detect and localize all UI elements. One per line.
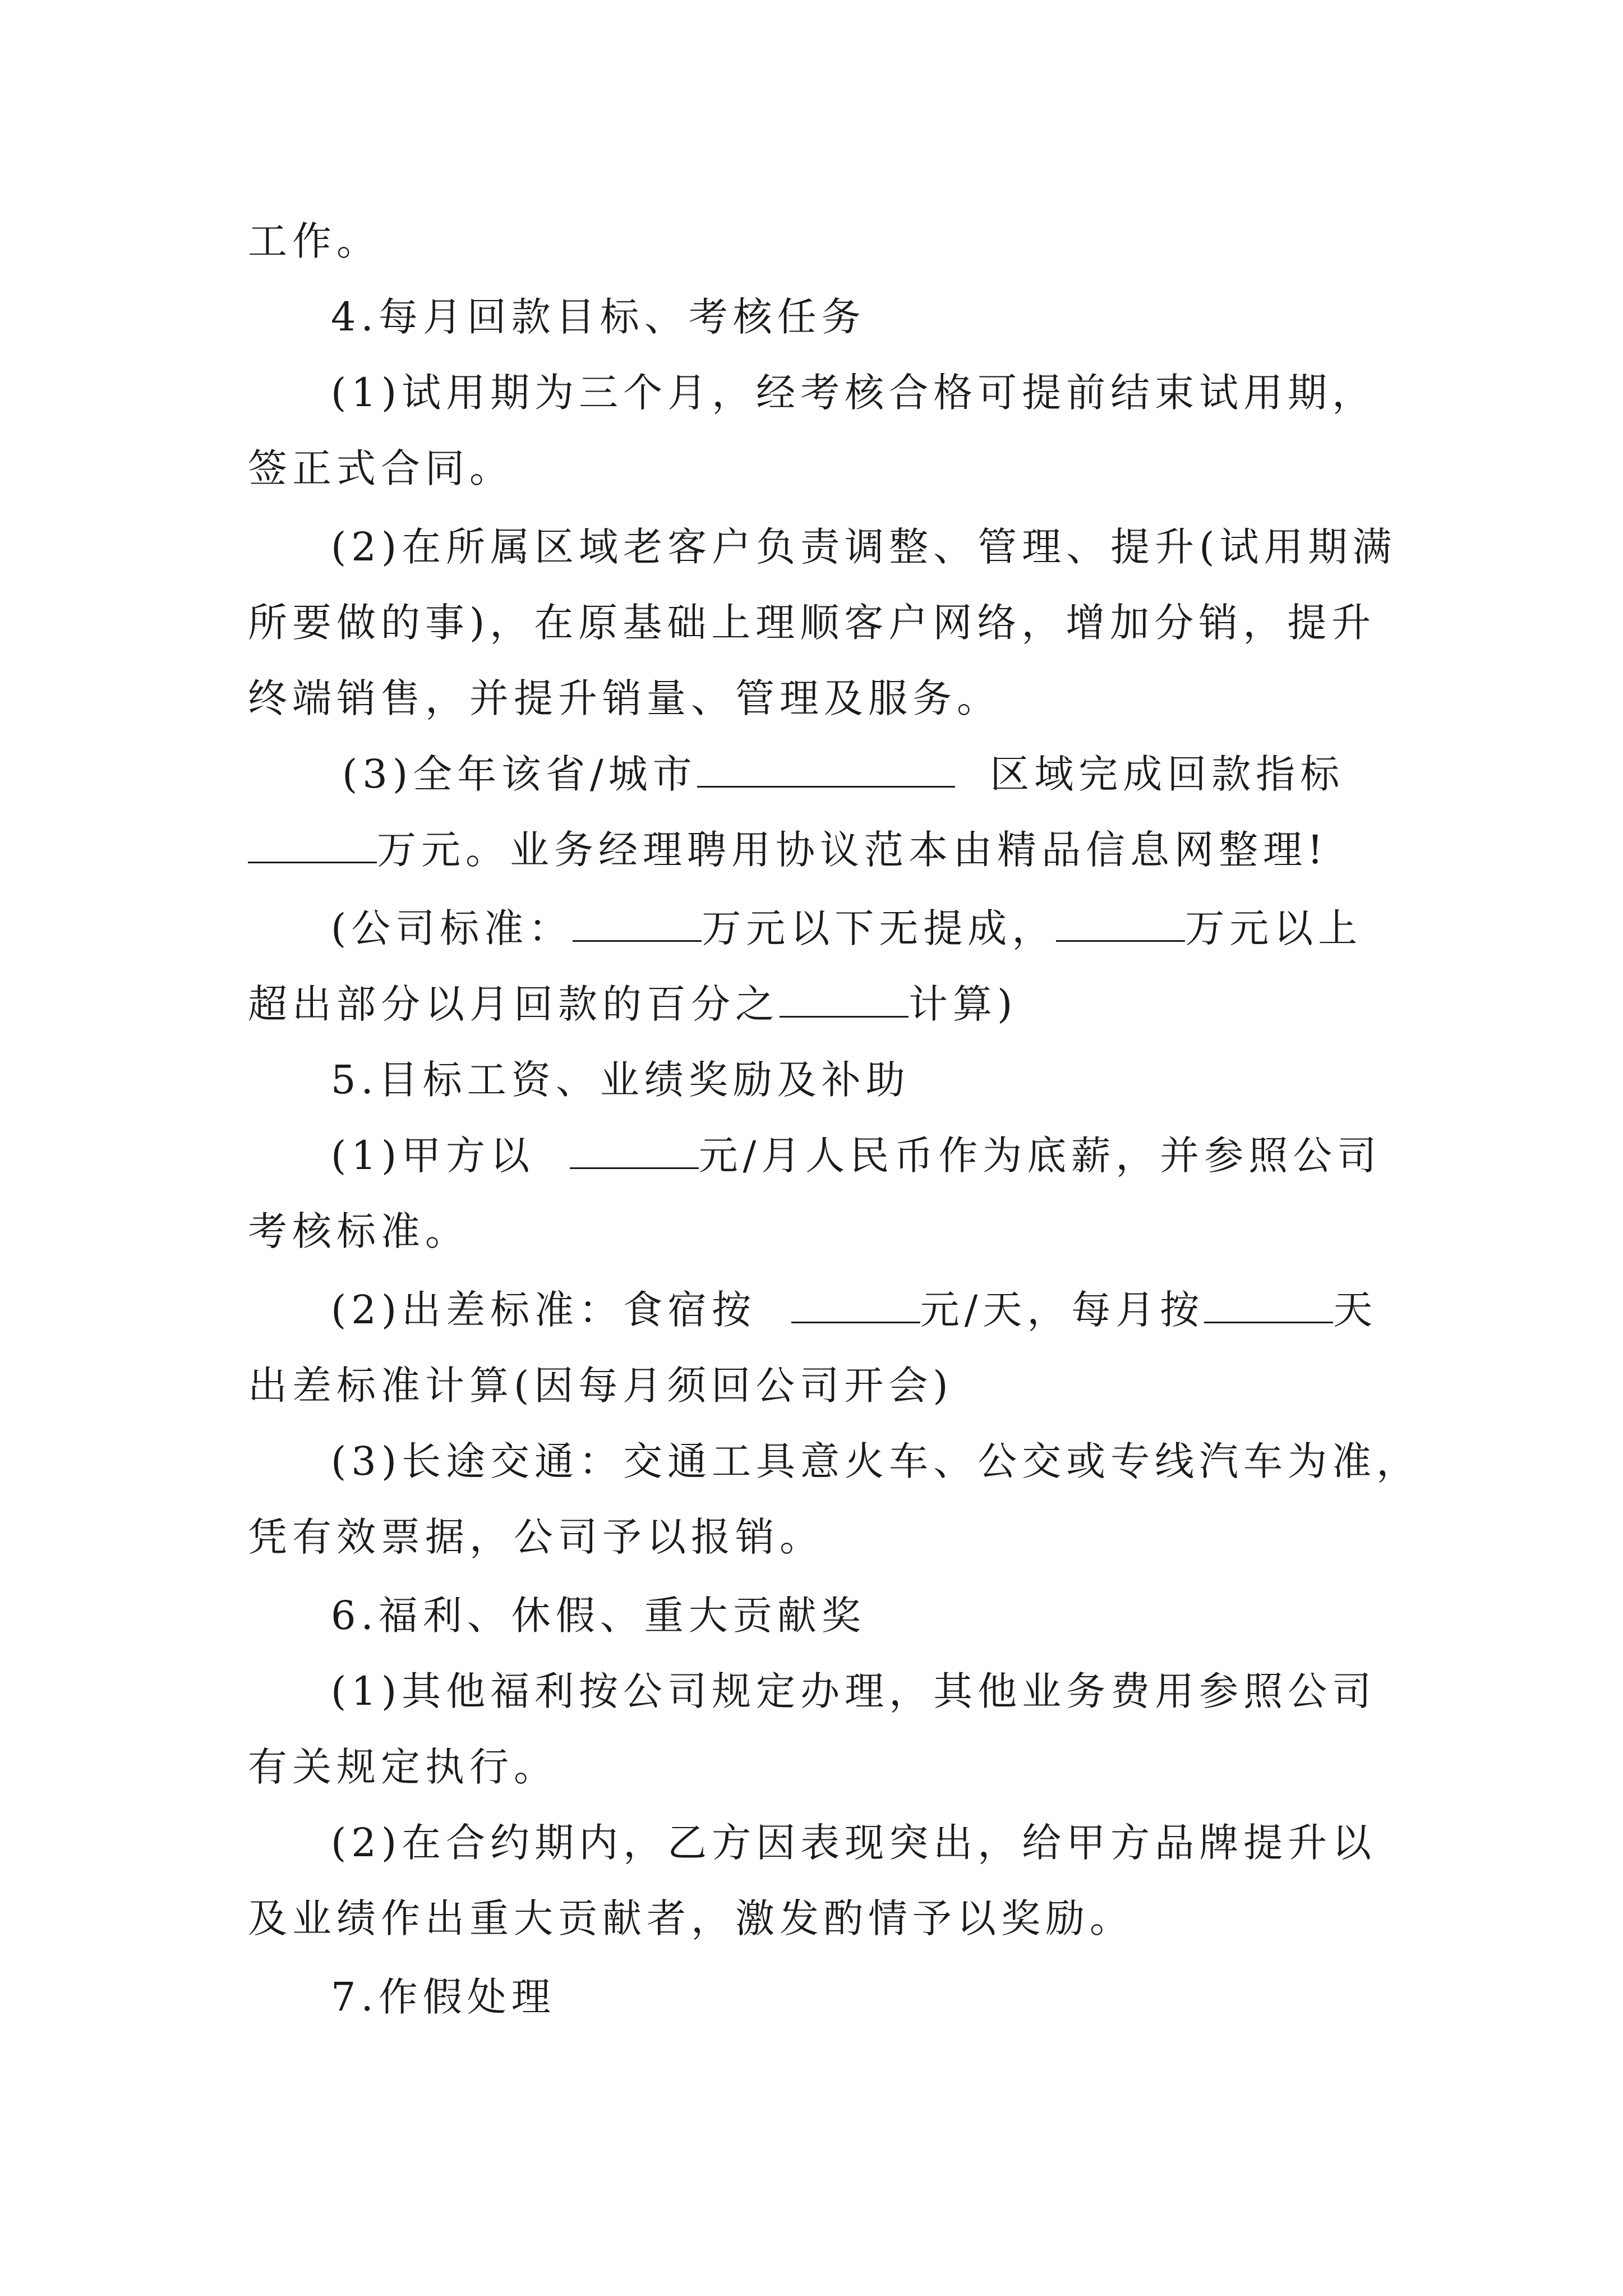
paragraph-line xyxy=(331,898,1386,959)
text: 凭有效票据，公司予以报销。 xyxy=(248,1514,824,1560)
paragraph-line xyxy=(248,592,1386,654)
text: 有关规定执行。 xyxy=(248,1744,558,1790)
text: (1)试用期为三个月，经考核合格可提前结束试用期， xyxy=(331,370,1377,416)
text: 计算) xyxy=(909,981,1018,1027)
text: 元/天，每月按 xyxy=(920,1287,1205,1333)
text: (2)在合约期内，乙方因表现突出，给甲方品牌提升以 xyxy=(331,1820,1377,1866)
text: 万元。业务经理聘用协议范本由精品信息网整理! xyxy=(377,827,1329,873)
text: 6.福利、休假、重大贡献奖 xyxy=(331,1593,866,1639)
text: 天 xyxy=(1333,1287,1378,1333)
paragraph-line xyxy=(248,1200,1386,1262)
paragraph-line xyxy=(331,1279,1386,1341)
paragraph-line xyxy=(248,1506,1386,1568)
paragraph-line xyxy=(331,1660,1386,1722)
text: 及业绩作出重大贡献者，激发酌情予以奖励。 xyxy=(248,1895,1134,1941)
paragraph-line xyxy=(331,516,1397,578)
section-heading-7 xyxy=(331,1966,1386,2028)
fill-in-blank[interactable] xyxy=(573,901,702,942)
paragraph-line xyxy=(248,210,1386,272)
text: 工作。 xyxy=(248,218,381,264)
paragraph-line xyxy=(331,1430,1421,1492)
paragraph-line xyxy=(331,1812,1386,1874)
text: 4.每月回款目标、考核任务 xyxy=(331,294,866,340)
section-heading-4 xyxy=(331,286,1386,348)
text: (2)出差标准：食宿按 xyxy=(331,1287,757,1333)
text: 出差标准计算(因每月须回公司开会) xyxy=(248,1363,953,1409)
text: (3)长途交通：交通工具意火车、公交或专线汽车为准， xyxy=(331,1438,1421,1484)
paragraph-line xyxy=(248,1888,1386,1949)
fill-in-blank[interactable] xyxy=(1204,1282,1333,1323)
fill-in-blank[interactable] xyxy=(780,977,909,1018)
text: 元/月人民币作为底薪，并参照公司 xyxy=(698,1133,1382,1179)
text: (公司标准： xyxy=(331,905,573,951)
paragraph-line xyxy=(248,819,1386,881)
paragraph-line xyxy=(248,973,1386,1035)
text: 考核标准。 xyxy=(248,1208,469,1254)
fill-in-blank[interactable] xyxy=(791,1282,920,1323)
fill-in-blank[interactable] xyxy=(248,822,377,863)
text: 所要做的事)，在原基础上理顺客户网络，增加分销，提升 xyxy=(248,600,1376,646)
text: 万元以下无提成， xyxy=(702,905,1057,951)
text: 万元以上 xyxy=(1185,905,1363,951)
text: (3)全年该省/城市 xyxy=(342,751,697,797)
paragraph-line xyxy=(331,362,1386,424)
text: 签正式合同。 xyxy=(248,445,514,491)
fill-in-blank[interactable] xyxy=(570,1128,699,1169)
section-heading-6 xyxy=(331,1585,1386,1646)
paragraph-line xyxy=(342,743,1398,805)
text: 区域完成回款指标 xyxy=(990,751,1345,797)
paragraph-line xyxy=(248,1355,1386,1416)
paragraph-line xyxy=(331,1125,1386,1186)
text: (1)其他福利按公司规定办理，其他业务费用参照公司 xyxy=(331,1668,1377,1714)
text: (1)甲方以 xyxy=(331,1133,535,1179)
text: 超出部分以月回款的百分之 xyxy=(248,981,780,1027)
text: 5.目标工资、业绩奖励及补助 xyxy=(331,1057,910,1103)
fill-in-blank[interactable] xyxy=(697,747,955,788)
section-heading-5 xyxy=(331,1049,1386,1111)
paragraph-line xyxy=(248,1736,1386,1798)
paragraph-line xyxy=(248,668,1386,729)
paragraph-line xyxy=(248,438,1386,499)
fill-in-blank[interactable] xyxy=(1056,901,1185,942)
text: 终端销售，并提升销量、管理及服务。 xyxy=(248,675,1001,721)
text: 7.作假处理 xyxy=(331,1974,556,2020)
text: (2)在所属区域老客户负责调整、管理、提升(试用期满 xyxy=(331,524,1397,570)
